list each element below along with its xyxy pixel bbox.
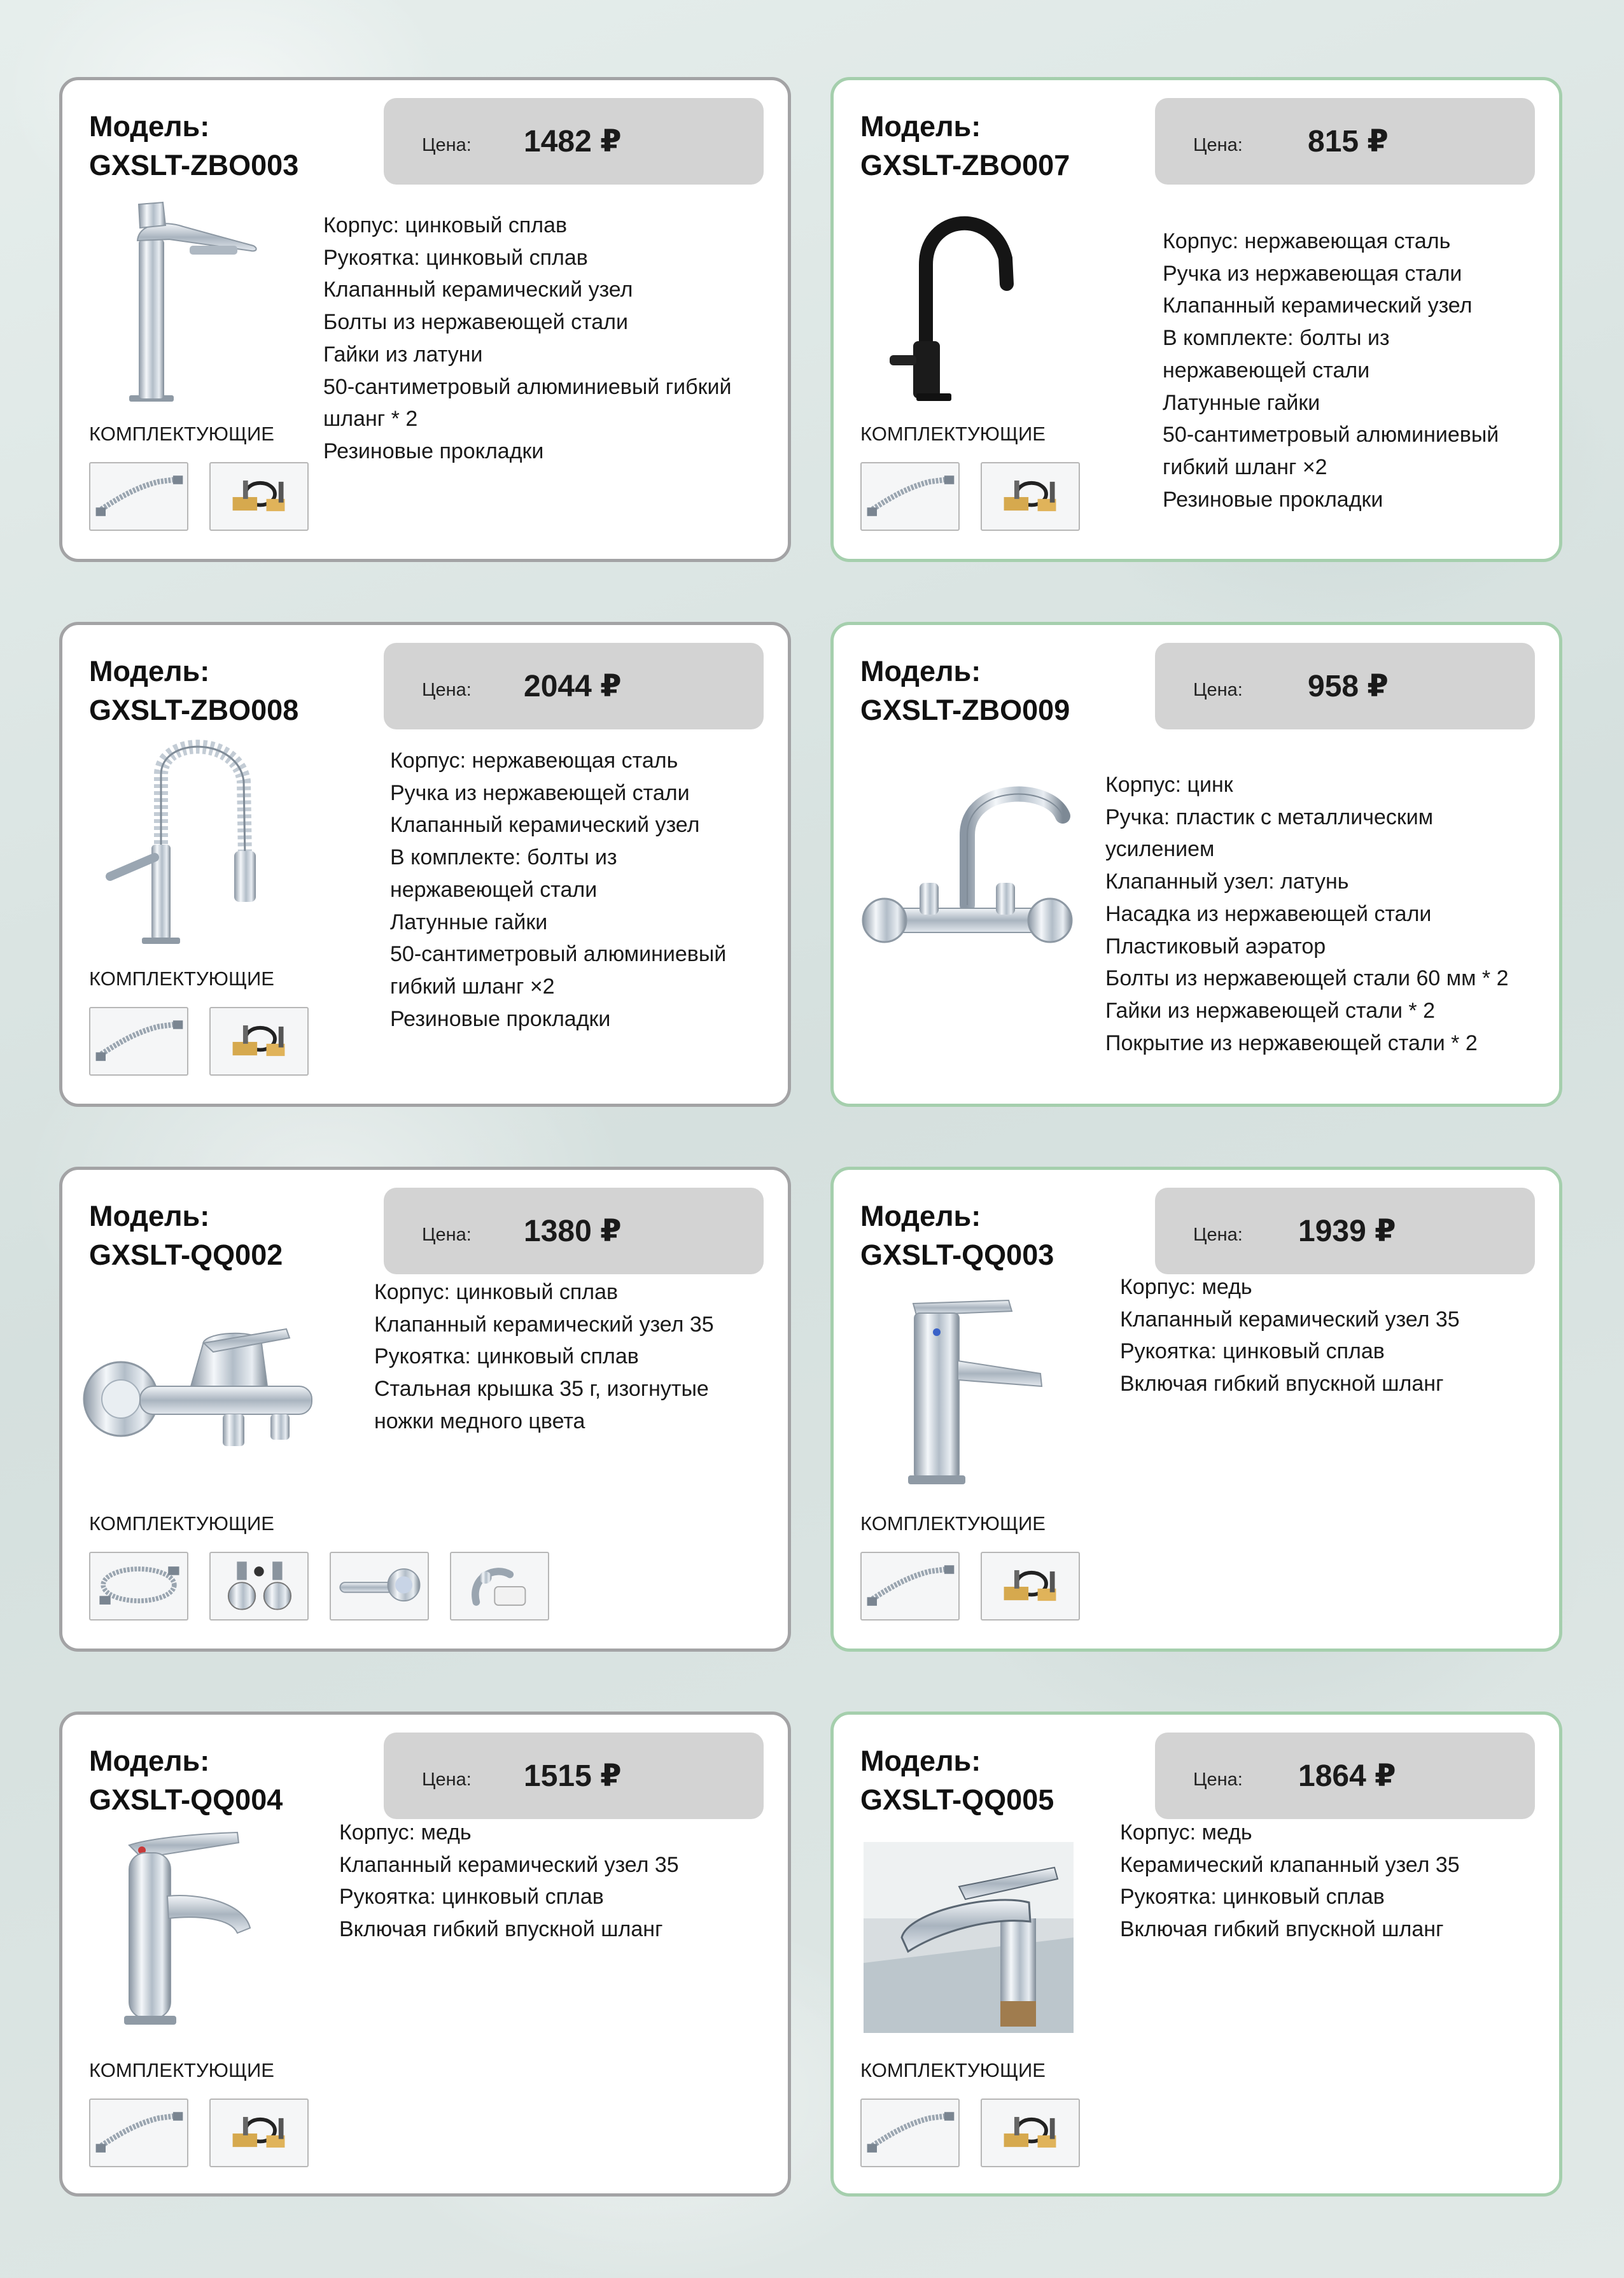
faucet-black-gooseneck-icon: [865, 188, 1056, 405]
price-value: 958 ₽: [1308, 670, 1389, 703]
spec-list: [339, 1817, 679, 1946]
spec-item: Клапанный керамический узел 35: [339, 1852, 679, 1877]
spec-list: [374, 1276, 714, 1438]
shower-hose-icon: [89, 1552, 188, 1621]
hose-icon: [89, 1007, 188, 1076]
model-title: [860, 107, 1070, 185]
model-code: GXSLT-QQ005: [860, 1783, 1054, 1816]
spec-item: Клапанный керамический узел 35: [374, 1312, 714, 1337]
spec-list: [1120, 1271, 1460, 1400]
accessories-list: [89, 1552, 570, 1621]
spec-item: Болты из нержавеющей стали: [323, 310, 629, 335]
spec-item: Резиновые прокладки: [323, 439, 544, 463]
price-label: Цена:: [1193, 680, 1243, 700]
product-card: [59, 1167, 791, 1652]
spec-item: Стальная крышка 35 г, изогнутые: [374, 1377, 709, 1402]
price-value: 815 ₽: [1308, 125, 1389, 158]
price-value: 1380 ₽: [524, 1214, 622, 1248]
spec-item: Корпус: нержавеющая сталь: [1163, 229, 1451, 253]
price-box: [1155, 1188, 1535, 1274]
spec-item: 50-сантиметровый алюминиевый: [1163, 423, 1499, 447]
model-code: GXSLT-ZBO007: [860, 149, 1070, 181]
spec-item: Рукоятка: цинковый сплав: [1120, 1885, 1385, 1909]
holder-bracket-icon: [450, 1552, 549, 1621]
accessories-label: КОМПЛЕКТУЮЩИЕ: [89, 2059, 274, 2081]
nuts-bolts-icon: [981, 1552, 1080, 1621]
price-value: 1515 ₽: [524, 1759, 622, 1793]
price-label: Цена:: [422, 680, 472, 700]
hose-icon: [860, 2099, 960, 2167]
faucet-basin-square-icon: [862, 1284, 1060, 1501]
model-label: Модель:: [860, 1745, 981, 1777]
spec-item: Корпус: цинковый сплав: [323, 213, 568, 237]
price-box: [1155, 643, 1535, 729]
spec-item: Резиновые прокладки: [390, 1006, 611, 1031]
shower-head-icon: [330, 1552, 429, 1621]
spec-item: Корпус: цинк: [1105, 773, 1233, 797]
model-label: Модель:: [860, 655, 981, 687]
spec-item: Включая гибкий впускной шланг: [1120, 1372, 1444, 1396]
spec-item: шланг * 2: [323, 407, 418, 432]
price-label: Цена:: [422, 1769, 472, 1790]
price-label: Цена:: [1193, 1769, 1243, 1790]
spec-item: нержавеющей стали: [1163, 358, 1370, 383]
model-label: Модель:: [860, 110, 981, 143]
spec-list: [390, 745, 726, 1035]
spec-item: Корпус: цинковый сплав: [374, 1280, 619, 1304]
price-value: 1482 ₽: [524, 125, 622, 158]
model-label: Модель:: [89, 110, 210, 143]
price-box: [384, 1733, 764, 1819]
product-card: [59, 77, 791, 562]
spec-item: усилением: [1105, 837, 1215, 862]
spec-item: Рукоятка: цинковый сплав: [374, 1344, 639, 1369]
spec-item: ножки медного цвета: [374, 1409, 585, 1433]
spec-list: [1120, 1817, 1460, 1946]
accessories-list: [860, 1552, 1101, 1621]
hose-icon: [860, 1552, 960, 1621]
spec-list: [323, 209, 731, 468]
spec-item: гибкий шланг ×2: [1163, 454, 1327, 479]
product-card: [59, 622, 791, 1107]
faucet-photo-icon: [864, 1842, 1074, 2033]
model-code: GXSLT-QQ002: [89, 1239, 283, 1271]
spec-list: [1105, 769, 1509, 1059]
model-code: GXSLT-ZBO009: [860, 694, 1070, 726]
nuts-bolts-icon: [209, 462, 309, 531]
spec-item: нержавеющей стали: [390, 877, 598, 902]
spec-item: Клапанный керамический узел: [390, 813, 700, 838]
spec-item: 50-сантиметровый алюминиевый: [390, 942, 727, 967]
product-card: [830, 622, 1562, 1107]
nuts-bolts-icon: [209, 1007, 309, 1076]
price-label: Цена:: [422, 135, 472, 155]
model-title: [89, 1197, 283, 1274]
accessories-list: [89, 1007, 330, 1076]
price-box: [384, 1188, 764, 1274]
accessories-list: [89, 462, 330, 531]
spec-item: Керамический клапанный узел 35: [1120, 1852, 1460, 1877]
spec-item: Клапанный керамический узел 35: [1120, 1307, 1460, 1332]
model-code: GXSLT-ZBO008: [89, 694, 299, 726]
faucet-basin-round-icon: [91, 1826, 288, 2042]
spec-item: Ручка из нержавеющая стали: [1163, 261, 1462, 286]
model-label: Модель:: [860, 1200, 981, 1232]
spec-list: [1163, 225, 1499, 516]
spec-item: Насадка из нержавеющей стали: [1105, 901, 1432, 926]
spec-item: Латунные гайки: [1163, 390, 1320, 415]
price-value: 2044 ₽: [524, 670, 622, 703]
spec-item: Пластиковый аэратор: [1105, 934, 1326, 959]
accessories-label: КОМПЛЕКТУЮЩИЕ: [860, 1512, 1046, 1535]
spec-item: В комплекте: болты из: [1163, 326, 1390, 351]
spec-item: Рукоятка: цинковый сплав: [1120, 1339, 1385, 1364]
spec-item: Рукоятка: цинковый сплав: [323, 245, 588, 270]
spec-item: Болты из нержавеющей стали 60 мм * 2: [1105, 966, 1509, 991]
spec-item: Ручка: пластик с металлическим: [1105, 805, 1434, 829]
spec-item: Покрытие из нержавеющей стали * 2: [1105, 1030, 1478, 1055]
spec-item: гибкий шланг ×2: [390, 974, 555, 999]
faucet-tall-icon: [94, 188, 285, 405]
product-card: [830, 1712, 1562, 2197]
spec-item: Корпус: медь: [1120, 1820, 1252, 1845]
model-code: GXSLT-QQ004: [89, 1783, 283, 1816]
accessories-label: КОМПЛЕКТУЮЩИЕ: [860, 2059, 1046, 2081]
product-card: [830, 1167, 1562, 1652]
price-label: Цена:: [1193, 135, 1243, 155]
spec-item: Резиновые прокладки: [1163, 487, 1383, 512]
spec-item: Корпус: медь: [339, 1820, 472, 1845]
spec-item: Включая гибкий впускной шланг: [339, 1917, 663, 1942]
hose-icon: [860, 462, 960, 531]
accessories-label: КОМПЛЕКТУЮЩИЕ: [89, 423, 274, 445]
hose-icon: [89, 2099, 188, 2167]
model-title: [89, 1741, 283, 1819]
accessories-label: КОМПЛЕКТУЮЩИЕ: [860, 423, 1046, 445]
accessories-label: КОМПЛЕКТУЮЩИЕ: [89, 967, 274, 990]
spec-item: Ручка из нержавеющей стали: [390, 780, 690, 805]
product-card: [830, 77, 1562, 562]
wall-fittings-icon: [209, 1552, 309, 1621]
price-value: 1939 ₽: [1298, 1214, 1396, 1248]
spec-item: Клапанный керамический узел: [1163, 293, 1473, 318]
price-label: Цена:: [422, 1225, 472, 1245]
price-box: [384, 98, 764, 185]
model-code: GXSLT-QQ003: [860, 1239, 1054, 1271]
model-title: [860, 652, 1070, 729]
model-title: [89, 107, 298, 185]
model-label: Модель:: [89, 1745, 210, 1777]
spec-item: Латунные гайки: [390, 910, 548, 934]
spec-item: В комплекте: болты из: [390, 845, 617, 870]
accessories-list: [89, 2099, 330, 2167]
spec-item: Гайки из латуни: [323, 342, 483, 367]
spec-item: Рукоятка: цинковый сплав: [339, 1885, 604, 1909]
spec-item: 50-сантиметровый алюминиевый гибкий: [323, 374, 732, 399]
model-title: [89, 652, 298, 729]
spec-item: Включая гибкий впускной шланг: [1120, 1917, 1444, 1942]
spec-item: Корпус: медь: [1120, 1275, 1252, 1299]
accessories-label: КОМПЛЕКТУЮЩИЕ: [89, 1512, 274, 1535]
price-value: 1864 ₽: [1298, 1759, 1396, 1793]
price-box: [1155, 1733, 1535, 1819]
price-box: [384, 643, 764, 729]
nuts-bolts-icon: [209, 2099, 309, 2167]
spec-item: Гайки из нержавеющей стали * 2: [1105, 998, 1435, 1023]
faucet-wall-mount-icon: [859, 759, 1075, 975]
model-code: GXSLT-ZBO003: [89, 149, 299, 181]
model-label: Модель:: [89, 655, 210, 687]
accessories-list: [860, 2099, 1101, 2167]
hose-icon: [89, 462, 188, 531]
nuts-bolts-icon: [981, 462, 1080, 531]
spec-item: Клапанный узел: латунь: [1105, 869, 1349, 894]
model-title: [860, 1741, 1054, 1819]
model-title: [860, 1197, 1054, 1274]
faucet-bath-mixer-icon: [76, 1284, 331, 1488]
accessories-list: [860, 462, 1101, 531]
faucet-spring-pulldown-icon: [91, 730, 288, 946]
spec-item: Корпус: нержавеющая сталь: [390, 749, 678, 773]
model-label: Модель:: [89, 1200, 210, 1232]
nuts-bolts-icon: [981, 2099, 1080, 2167]
product-card: [59, 1712, 791, 2197]
price-label: Цена:: [1193, 1225, 1243, 1245]
spec-item: Клапанный керамический узел: [323, 278, 633, 302]
price-box: [1155, 98, 1535, 185]
